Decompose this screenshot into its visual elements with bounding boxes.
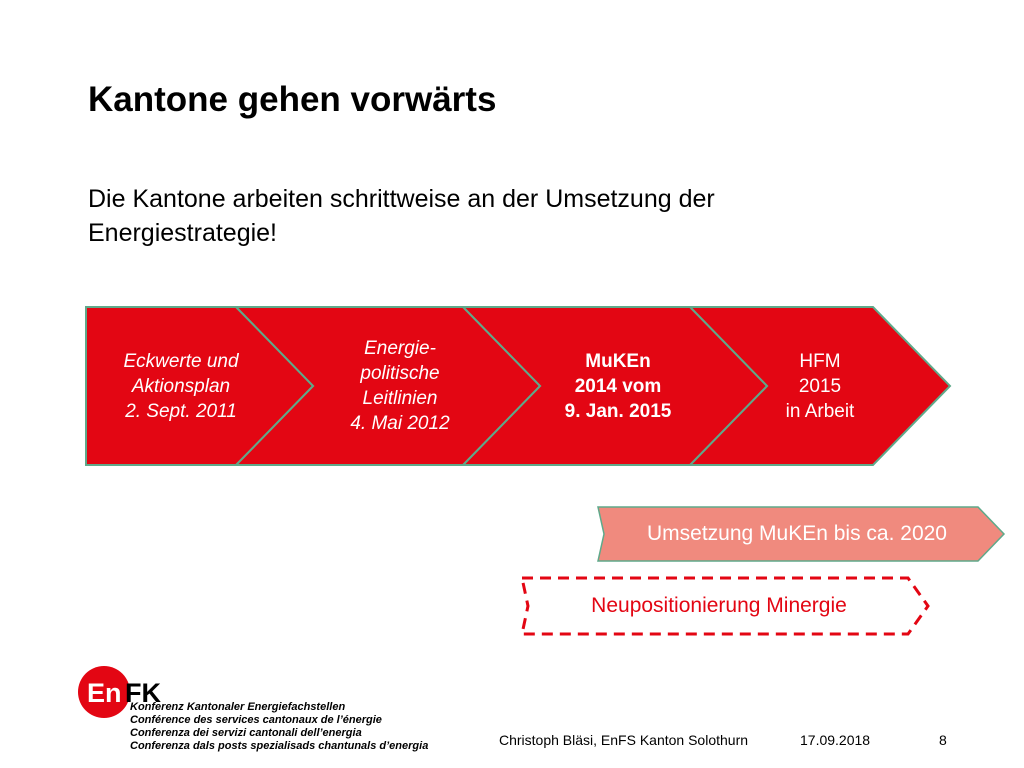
step-2-line-3: Leitlinien <box>362 388 438 409</box>
footer-author: Christoph Bläsi, EnFS Kanton Solothurn <box>499 732 749 748</box>
step-4-line-1: HFM <box>799 350 841 372</box>
logo-line-fr: Conférence des services cantonaux de l’énergie <box>130 714 382 726</box>
step-4-line-2: 2015 <box>798 375 842 397</box>
footer-page-number: 8 <box>939 732 947 748</box>
logo-org-names <box>130 701 428 753</box>
step-3-line-3: 9. Jan. 2015 <box>564 400 672 422</box>
footer-date: 17.09.2018 <box>800 732 871 748</box>
step-2-line-2: politische <box>360 363 440 384</box>
logo-line-de: Konferenz Kantonaler Energiefachstellen <box>130 701 346 713</box>
step-3-line-2: 2014 vom <box>574 375 662 397</box>
step-3-line-1: MuKEn <box>585 350 651 372</box>
logo-line-rm: Conferenza dals posts spezialisads chantunals d’energia <box>130 740 429 752</box>
step-1-line-1: Eckwerte und <box>123 350 239 372</box>
slide-title: Kantone gehen vorwärts <box>88 80 497 119</box>
step-2-line-1: Energie- <box>364 338 436 359</box>
step-3-label <box>530 320 706 452</box>
step-1-line-3: 2. Sept. 2011 <box>125 400 237 422</box>
logo-mark-en: En <box>87 678 122 708</box>
umsetzung-label: Umsetzung MuKEn bis ca. 2020 <box>647 522 947 545</box>
neupositionierung-label: Neupositionierung Minergie <box>591 594 847 617</box>
step-1-line-2: Aktionsplan <box>131 375 231 397</box>
step-4-line-3: in Arbeit <box>785 400 855 422</box>
step-1-label <box>96 320 266 452</box>
slide-subtitle: Die Kantone arbeiten schrittweise an der Umsetzung der Energiestrategie! <box>88 185 715 247</box>
step-2-line-4: 4. Mai 2012 <box>350 413 450 434</box>
step-4-label <box>760 320 880 452</box>
step-2-label <box>308 320 492 452</box>
logo-mark-fk: FK <box>125 678 161 708</box>
logo-line-it: Conferenza dei servizi cantonali dell’energia <box>130 727 362 739</box>
